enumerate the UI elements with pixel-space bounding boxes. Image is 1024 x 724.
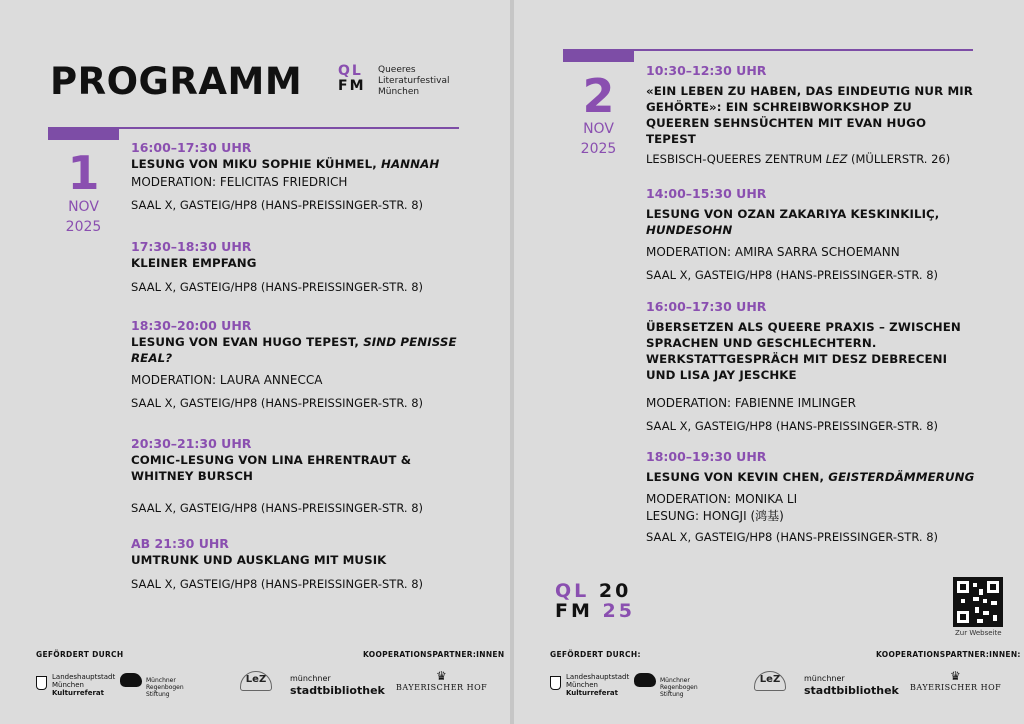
event-location: SAAL X, GASTEIG/HP8 (HANS-PREISSINGER-STR. 8) — [131, 577, 424, 591]
day-tab — [563, 50, 634, 62]
library-logo: münchner stadtbibliothek — [804, 674, 899, 697]
event-time: AB 21:30 UHR — [131, 536, 229, 551]
festival-logo-2025: QL 20 FM 25 — [555, 580, 635, 622]
hotel-logo: ♛ BAYERISCHER HOF — [910, 669, 1002, 692]
day-year: 2025 — [580, 141, 617, 157]
event-title: LESUNG VON MIKU SOPHIE KÜHMEL, HANNAH — [131, 157, 440, 171]
day-month: NOV — [583, 121, 614, 137]
city-crest-icon — [550, 676, 561, 690]
event-location: SAAL X, GASTEIG/HP8 (HANS-PREISSINGER-STR. 8) — [131, 396, 424, 410]
event-time: 18:00–19:30 UHR — [646, 449, 767, 464]
event-location: SAAL X, GASTEIG/HP8 (HANS-PREISSINGER-STR. 8) — [646, 419, 939, 433]
crown-icon: ♛ — [949, 669, 962, 683]
event-5 — [131, 535, 461, 593]
event-2 — [646, 185, 976, 284]
page-day-1 — [0, 0, 510, 724]
event-title: LESUNG VON EVAN HUGO TEPEST, SIND PENISSE REAL? — [131, 335, 457, 365]
event-time: 18:30–20:00 UHR — [131, 318, 252, 333]
event-1 — [131, 139, 461, 214]
event-moderation: MODERATION: LAURA ANNECCA — [131, 373, 323, 387]
event-time: 20:30–21:30 UHR — [131, 436, 252, 451]
event-time: 16:00–17:30 UHR — [646, 299, 767, 314]
day-tab — [48, 128, 119, 140]
festival-name: Queeres Literaturfestival München — [378, 65, 450, 97]
event-2 — [131, 238, 461, 296]
funded-label: GEFÖRDERT DURCH — [36, 650, 124, 659]
qr-label: Zur Webseite — [955, 629, 1002, 637]
event-location: SAAL X, GASTEIG/HP8 (HANS-PREISSINGER-STR. 8) — [131, 280, 424, 294]
event-moderation: MODERATION: FELICITAS FRIEDRICH — [131, 175, 348, 189]
event-moderation: MODERATION: MONIKA LI — [646, 492, 798, 506]
foundation-logo: Münchner Regenbogen Stiftung — [146, 677, 184, 698]
foundation-logo: Münchner Regenbogen Stiftung — [660, 677, 698, 698]
event-title: UMTRUNK UND AUSKLANG MIT MUSIK — [131, 553, 387, 567]
crown-icon: ♛ — [435, 669, 448, 683]
hotel-logo: ♛ BAYERISCHER HOF — [396, 669, 488, 692]
city-logo: Landeshauptstadt München Kulturreferat — [566, 673, 630, 697]
event-location: SAAL X, GASTEIG/HP8 (HANS-PREISSINGER-STR. 8) — [131, 198, 424, 212]
event-location: SAAL X, GASTEIG/HP8 (HANS-PREISSINGER-STR. 8) — [131, 501, 424, 515]
event-reading: LESUNG: HONGJI (鸿基) — [646, 509, 784, 523]
event-title: KLEINER EMPFANG — [131, 256, 257, 270]
event-title: LESUNG VON OZAN ZAKARIYA KESKINKILIÇ, HUNDESOHN — [646, 207, 940, 237]
event-title: LESUNG VON KEVIN CHEN, GEISTERDÄMMERUNG — [646, 470, 975, 484]
event-3 — [646, 298, 976, 435]
partners-label: KOOPERATIONSPARTNER:INNEN: — [876, 650, 1021, 659]
lez-logo: LeZ — [240, 671, 272, 691]
partners-label: KOOPERATIONSPARTNER:INNEN — [363, 650, 505, 659]
day-number: 1 — [67, 146, 100, 200]
event-time: 16:00–17:30 UHR — [131, 140, 252, 155]
day-year: 2025 — [65, 219, 102, 235]
event-3 — [131, 317, 461, 412]
event-time: 17:30–18:30 UHR — [131, 239, 252, 254]
pig-logo-icon — [120, 673, 142, 687]
pig-logo-icon — [634, 673, 656, 687]
event-4 — [131, 435, 461, 517]
festival-logo: QL FM — [338, 63, 366, 94]
event-1 — [646, 62, 976, 168]
event-4 — [646, 448, 976, 546]
city-crest-icon — [36, 676, 47, 690]
event-moderation: MODERATION: AMIRA SARRA SCHOEMANN — [646, 245, 900, 259]
event-time: 14:00–15:30 UHR — [646, 186, 767, 201]
funded-label: GEFÖRDERT DURCH: — [550, 650, 641, 659]
day-month: NOV — [68, 199, 99, 215]
event-location: LESBISCH-QUEERES ZENTRUM LEZ (MÜLLERSTR. 26) — [646, 152, 951, 166]
event-location: SAAL X, GASTEIG/HP8 (HANS-PREISSINGER-STR. 8) — [646, 268, 939, 282]
event-time: 10:30–12:30 UHR — [646, 63, 767, 78]
event-title: COMIC-LESUNG VON LINA EHRENTRAUT & WHITNEY BURSCH — [131, 453, 412, 483]
city-logo: Landeshauptstadt München Kulturreferat — [52, 673, 116, 697]
day-number: 2 — [582, 69, 615, 123]
event-title: «EIN LEBEN ZU HABEN, DAS EINDEUTIG NUR MIR GEHÖRTE»: EIN SCHREIBWORKSHOP ZU QUEEREN SEHNSÜCHTEN MIT EVAN HUGO TEPEST — [646, 84, 973, 146]
event-location: SAAL X, GASTEIG/HP8 (HANS-PREISSINGER-STR. 8) — [646, 530, 939, 544]
event-title: ÜBERSETZEN ALS QUEERE PRAXIS – ZWISCHEN SPRACHEN UND GESCHLECHTERN. WERKSTATTGESPRÄCH MIT DESZ DEBRECENI UND LISA JAY JESCHKE — [646, 320, 961, 382]
library-logo: münchner stadtbibliothek — [290, 674, 385, 697]
qr-code[interactable] — [953, 577, 1003, 627]
event-moderation: MODERATION: FABIENNE IMLINGER — [646, 396, 856, 410]
page-title: PROGRAMM — [50, 60, 303, 103]
lez-logo: LeZ — [754, 671, 786, 691]
